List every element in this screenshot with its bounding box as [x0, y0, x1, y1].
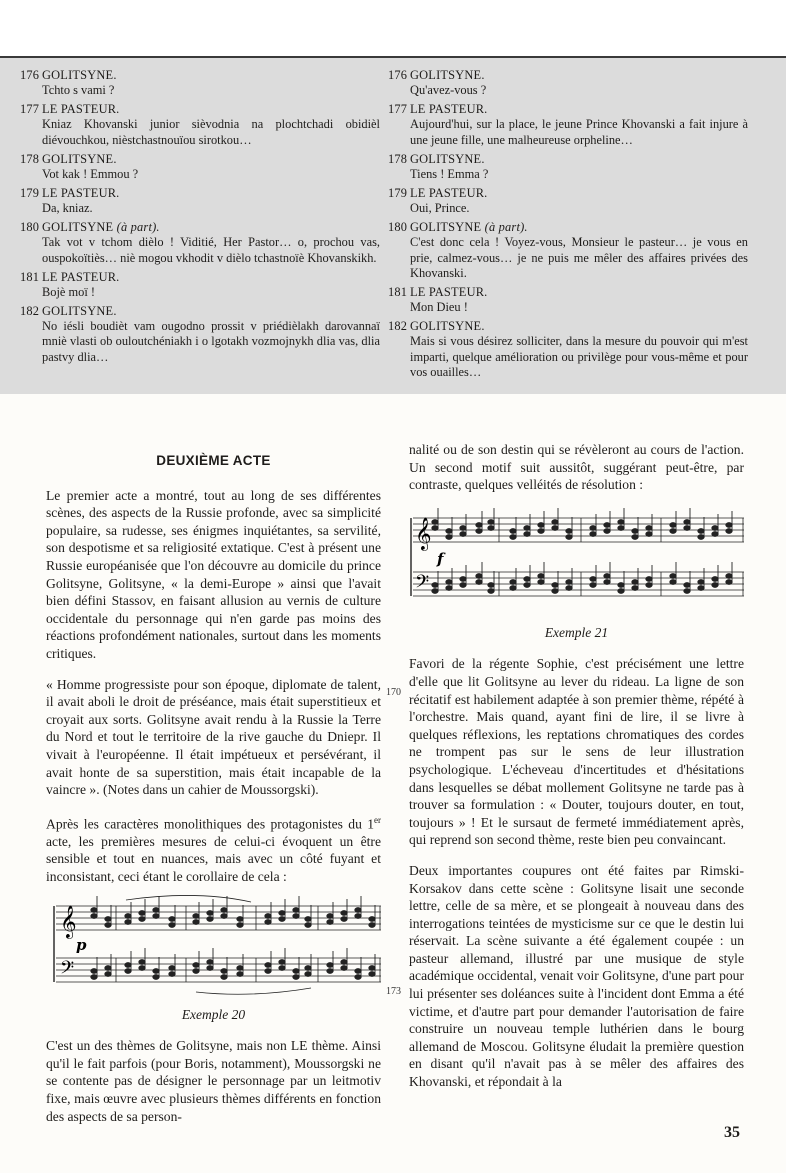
dialogue-text: Vot kak ! Emmou ? — [42, 166, 139, 181]
note-head — [488, 582, 494, 587]
note-head — [670, 528, 676, 533]
note-head — [305, 916, 311, 921]
speaker-name: GOLITSYNE. — [410, 151, 485, 166]
note-head — [91, 913, 97, 918]
line-number: 180 — [388, 220, 408, 235]
note-head — [341, 959, 347, 964]
note-head — [670, 573, 676, 578]
note-head — [460, 525, 466, 530]
libretto-entry — [388, 319, 748, 380]
speaker-name: LE PASTEUR. — [410, 284, 488, 299]
libretto-entry — [20, 102, 380, 148]
note-head — [552, 519, 558, 524]
note-head — [432, 582, 438, 587]
line-number: 177 — [20, 102, 40, 117]
note-head — [369, 971, 375, 976]
note-head — [446, 528, 452, 533]
note-head — [552, 525, 558, 530]
svg-text:𝄢: 𝄢 — [60, 957, 75, 983]
note-head — [590, 582, 596, 587]
line-number: 182 — [388, 319, 408, 334]
libretto-entry — [388, 68, 748, 99]
note-head — [237, 965, 243, 970]
libretto-russian-column — [20, 68, 380, 369]
note-head — [207, 916, 213, 921]
note-head — [524, 576, 530, 581]
note-head — [169, 965, 175, 970]
dialogue-text: Tiens ! Emma ? — [410, 166, 489, 181]
note-head — [524, 582, 530, 587]
margin-reference-173: 173 — [386, 986, 401, 997]
note-head — [432, 588, 438, 593]
example-20-caption: Exemple 20 — [181, 1006, 246, 1022]
note-head — [355, 907, 361, 912]
note-head — [646, 582, 652, 587]
note-head — [327, 913, 333, 918]
note-head — [618, 582, 624, 587]
note-head — [698, 528, 704, 533]
note-head — [153, 913, 159, 918]
note-head — [476, 579, 482, 584]
note-head — [618, 525, 624, 530]
speaker-name: LE PASTEUR. — [410, 185, 488, 200]
note-head — [712, 525, 718, 530]
paragraph-text: acte, les premières mesures de celui-ci évoquent un être sensible et tout en nuances, mais avec un côté fuyant et inconsistant, ceci étant le corollaire de cela : — [46, 833, 381, 884]
line-number: 179 — [20, 185, 40, 200]
line-number: 178 — [20, 151, 40, 166]
speaker-name: GOLITSYNE. — [42, 68, 117, 82]
note-head — [604, 522, 610, 527]
note-head — [646, 576, 652, 581]
paragraph-themes: C'est un des thèmes de Golitsyne, mais non LE thème. Ainsi qu'il le fait parfois (pour Boris, notamment), Moussorgski ne se contente pas de désigner le personnage par un leitmotiv fixe, mais œuvre avec plusieurs thèmes différents en fonction des aspects de sa person- — [46, 1038, 381, 1124]
svg-text:𝄢: 𝄢 — [415, 571, 430, 597]
speaker-line — [388, 186, 748, 201]
note-head — [712, 576, 718, 581]
note-head — [279, 910, 285, 915]
note-head — [618, 519, 624, 524]
note-head — [488, 588, 494, 593]
note-head — [510, 528, 516, 533]
dialogue-text: C'est donc cela ! Voyez-vous, Monsieur le pasteur… je vous en prie, calmez-vous… je ne puis me mêler des affaires privées des Khovanski. — [410, 235, 748, 280]
note-head — [698, 585, 704, 590]
note-head — [125, 962, 131, 967]
paragraph-text: Après les caractères monolithiques des protagonistes du 1 — [46, 816, 374, 832]
note-head — [488, 525, 494, 530]
note-head — [684, 519, 690, 524]
speaker-line — [20, 220, 380, 235]
dialogue-text: Mais si vous désirez solliciter, dans la mesure du pouvoir qui m'est imparti, quelque amélioration ou privilège pour vous-même et pour vos ouailles… — [410, 334, 748, 379]
note-head — [139, 965, 145, 970]
note-head — [105, 916, 111, 921]
speaker-line — [388, 285, 748, 300]
dialogue-text: Kniaz Khovanski junior sièvodnia na plochtchadi obidièl diévouchkou, nièstchastnouïou sirotkou… — [42, 117, 380, 147]
libretto-entry — [20, 152, 380, 183]
paragraph-quote: « Homme progressiste pour son époque, diplomate de talent, il avait aboli le droit de préséance, mais était superstitieux et croyait aux sorts. Golitsyne avait rendu à la Russie la Terre du Nord et tout le territoire de la rive gauche du Dniepr. Il vivait à l'européenne. Il était impétueux et persévérant, il avait honte de sa superstition, mais était incapable de la vaincre ». (Notes dans un cahier de Moussorgski). — [46, 676, 381, 798]
note-head — [646, 531, 652, 536]
note-head — [604, 573, 610, 578]
line-number: 177 — [388, 102, 408, 117]
line-number: 176 — [388, 68, 408, 82]
note-head — [265, 919, 271, 924]
note-head — [670, 579, 676, 584]
note-head — [193, 919, 199, 924]
note-head — [460, 582, 466, 587]
speaker-name: LE PASTEUR. — [410, 102, 488, 117]
speaker-line — [388, 319, 748, 334]
note-head — [538, 573, 544, 578]
note-head — [293, 974, 299, 979]
note-head — [726, 573, 732, 578]
note-head — [670, 522, 676, 527]
speaker-line — [20, 186, 380, 201]
speaker-name: LE PASTEUR. — [42, 269, 120, 284]
note-head — [552, 582, 558, 587]
note-head — [265, 913, 271, 918]
note-head — [566, 585, 572, 590]
libretto-entry — [388, 186, 748, 217]
note-head — [341, 965, 347, 970]
note-head — [221, 968, 227, 973]
note-head — [726, 579, 732, 584]
dialogue-text: No iésli boudièt vam ougodno prossit v priédièlakh darovannaï mniè vlasti ob ouloutchéniakh i o lgotakh vozmojnykh dlia vas, dlia pastvy dlia… — [42, 319, 380, 364]
note-head — [207, 959, 213, 964]
speaker-line — [388, 152, 748, 167]
speaker-name: LE PASTEUR. — [42, 185, 120, 200]
note-head — [684, 525, 690, 530]
note-head — [590, 531, 596, 536]
note-head — [476, 522, 482, 527]
speaker-line — [20, 270, 380, 285]
dialogue-text: Oui, Prince. — [410, 201, 470, 216]
note-head — [341, 910, 347, 915]
dialogue-text: Mon Dieu ! — [410, 300, 468, 315]
margin-reference-170: 170 — [386, 687, 401, 698]
note-head — [125, 913, 131, 918]
libretto-box — [0, 58, 786, 394]
speaker-name: GOLITSYNE — [42, 220, 114, 235]
note-head — [446, 534, 452, 539]
dynamic-marking: p — [76, 935, 87, 954]
libretto-entry — [20, 304, 380, 365]
svg-text:𝄞: 𝄞 — [415, 516, 432, 550]
line-number: 181 — [20, 269, 40, 284]
note-head — [726, 528, 732, 533]
libretto-entry — [388, 220, 748, 281]
note-head — [305, 922, 311, 927]
libretto-french-column — [388, 68, 748, 384]
paragraph-personality: nalité ou de son destin qui se révèleront au cours de l'action. Un second motif suit aussitôt, suggérant peut-être, par contraste, quelques velléités de résolution : — [409, 442, 744, 493]
note-head — [237, 971, 243, 976]
speaker-line — [20, 304, 380, 319]
note-head — [566, 534, 572, 539]
note-head — [327, 968, 333, 973]
note-head — [476, 573, 482, 578]
note-head — [460, 531, 466, 536]
note-head — [207, 965, 213, 970]
speaker-name: GOLITSYNE. — [42, 303, 117, 318]
line-number: 179 — [388, 185, 408, 200]
note-head — [432, 519, 438, 524]
note-head — [476, 528, 482, 533]
note-head — [369, 922, 375, 927]
note-head — [698, 579, 704, 584]
note-head — [153, 907, 159, 912]
note-head — [91, 968, 97, 973]
note-head — [510, 585, 516, 590]
note-head — [105, 965, 111, 970]
page-number: 35 — [724, 1124, 740, 1141]
speaker-line — [20, 102, 380, 117]
stage-direction: (à part). — [481, 220, 528, 235]
note-head — [604, 579, 610, 584]
act-heading: DEUXIÈME ACTE — [156, 453, 271, 468]
superscript: er — [374, 814, 381, 825]
note-head — [510, 534, 516, 539]
note-head — [446, 585, 452, 590]
note-head — [193, 962, 199, 967]
note-head — [341, 916, 347, 921]
note-head — [355, 968, 361, 973]
note-head — [590, 525, 596, 530]
note-head — [604, 528, 610, 533]
note-head — [125, 968, 131, 973]
speaker-name: LE PASTEUR. — [42, 102, 120, 117]
note-head — [446, 579, 452, 584]
note-head — [237, 916, 243, 921]
libretto-entry — [20, 186, 380, 217]
note-head — [632, 585, 638, 590]
dialogue-text: Tak vot v tchom dièlo ! Viditié, Her Pastor… o, prochou vas, ouspokoïtiès… niè mogou vkhodit v dièlo tchastnoïè Khovanskikh. — [42, 235, 380, 265]
note-head — [105, 971, 111, 976]
note-head — [538, 522, 544, 527]
note-head — [552, 588, 558, 593]
note-head — [632, 534, 638, 539]
speaker-name: GOLITSYNE. — [410, 68, 485, 82]
note-head — [590, 576, 596, 581]
top-margin — [0, 0, 786, 58]
note-head — [279, 959, 285, 964]
paragraph-favori: Favori de la régente Sophie, c'est précisément une lettre d'elle que lit Golitsyne au lever du rideau. La ligne de son récitatif est habilement adaptée à son premier thème, répété à l'orchestre. Mais quand, ayant fini de lire, il se livre à quelques réflexions, les reptations chromatiques des cordes ne trompent pas sur le sens de leur illustration psychologique. L'écheveau d'incertitudes et d'hésitations dans lesquelles se débat mollement Golitsyne ne tarde pas à trouver sa formulation : « Douter, toujours douter, en tout, toujours » ! Et le sursaut de fermeté immédiatement après, qui reprend son second thème, reste bien peu convaincant. — [409, 656, 744, 848]
example-21-caption: Exemple 21 — [544, 624, 609, 640]
note-head — [237, 922, 243, 927]
speaker-name: GOLITSYNE. — [410, 319, 485, 334]
note-head — [510, 579, 516, 584]
note-head — [139, 916, 145, 921]
note-head — [91, 907, 97, 912]
dynamic-marking: f — [437, 549, 444, 568]
dialogue-text: Qu'avez-vous ? — [410, 83, 487, 98]
speaker-line — [20, 68, 380, 83]
note-head — [305, 971, 311, 976]
note-head — [91, 974, 97, 979]
note-head — [221, 913, 227, 918]
note-head — [169, 922, 175, 927]
note-head — [153, 974, 159, 979]
libretto-entry — [388, 285, 748, 316]
svg-text:𝄞: 𝄞 — [60, 904, 77, 938]
note-head — [712, 582, 718, 587]
note-head — [193, 913, 199, 918]
note-head — [305, 965, 311, 970]
paragraph-monolithic — [46, 812, 381, 886]
note-head — [293, 907, 299, 912]
speaker-line — [388, 68, 748, 83]
speaker-name: GOLITSYNE — [410, 220, 482, 235]
line-number: 176 — [20, 68, 40, 82]
stage-direction: (à part). — [113, 220, 160, 235]
dialogue-text: Bojè moï ! — [42, 284, 95, 299]
note-head — [139, 910, 145, 915]
note-head — [698, 534, 704, 539]
music-example-20 — [46, 892, 381, 1000]
note-head — [279, 916, 285, 921]
speaker-line — [388, 102, 748, 117]
paragraph-intro: Le premier acte a montré, tout au long de ses différentes scènes, des aspects de la Russie profonde, avec sa simplicité populaire, sa rudesse, ses énigmes inquiétantes, sa servilité, son despotisme et sa religiosité extatique. C'est à présent une Russie européanisée que l'on découvre au domicile du prince Golitsyne, Golitsyne, « la demi-Europe » ainsi que l'avait bien défini Stassov, en faisant allusion au vernis de culture occidentale du personnage qui n'en garde pas moins des réactions profondément nationales, surtout dans les moments critiques. — [46, 487, 381, 661]
note-head — [684, 588, 690, 593]
note-head — [524, 525, 530, 530]
libretto-entry — [388, 102, 748, 148]
note-head — [105, 922, 111, 927]
essay-right-column — [409, 441, 744, 1104]
line-number: 182 — [20, 303, 40, 318]
speaker-name: GOLITSYNE. — [42, 151, 117, 166]
note-head — [460, 576, 466, 581]
note-head — [488, 519, 494, 524]
line-number: 178 — [388, 151, 408, 166]
note-head — [369, 916, 375, 921]
note-head — [538, 579, 544, 584]
essay-left-column — [46, 452, 381, 1138]
note-head — [221, 907, 227, 912]
dialogue-text: Tchto s vami ? — [42, 83, 115, 98]
libretto-entry — [388, 152, 748, 183]
line-number: 180 — [20, 220, 40, 235]
note-head — [221, 974, 227, 979]
note-head — [279, 965, 285, 970]
note-head — [566, 579, 572, 584]
libretto-entry — [20, 220, 380, 266]
libretto-entry — [20, 270, 380, 301]
note-head — [684, 582, 690, 587]
note-head — [125, 919, 131, 924]
note-head — [193, 968, 199, 973]
note-head — [566, 528, 572, 533]
note-head — [265, 968, 271, 973]
note-head — [432, 525, 438, 530]
note-head — [369, 965, 375, 970]
speaker-line — [388, 220, 748, 235]
note-head — [327, 962, 333, 967]
paragraph-coupures: Deux importantes coupures ont été faites par Rimski-Korsakov dans cette scène : Golitsyne lisait une seconde lettre, celle de sa mère, et se plongeait à nouveau dans des interrogations teintées de mysticisme sur ce que le destin lui réservait. La scène suivante a été également coupée : un pasteur allemand, illustré par une musique de style académique occidental, venait voir Golitsyne, d'une part pour lui présenter ses doléances suite à l'incident dont Emma a été victime, et d'autre part pour demander l'autorisation de faire construire un nouveau temple luthérien dans le bourg allemand de Moscou. Golitsyne éludait la première question en disant qu'il n'avait pas à se mêler des affaires des Khovanski, et répondait à la — [409, 862, 744, 1090]
note-head — [169, 916, 175, 921]
note-head — [355, 913, 361, 918]
note-head — [646, 525, 652, 530]
note-head — [327, 919, 333, 924]
note-head — [712, 531, 718, 536]
dialogue-text: Da, kniaz. — [42, 201, 93, 216]
note-head — [153, 968, 159, 973]
note-head — [355, 974, 361, 979]
note-head — [538, 528, 544, 533]
note-head — [632, 579, 638, 584]
libretto-entry — [20, 68, 380, 99]
note-head — [618, 588, 624, 593]
music-example-21 — [409, 500, 744, 618]
note-head — [265, 962, 271, 967]
note-head — [524, 531, 530, 536]
note-head — [632, 528, 638, 533]
note-head — [293, 913, 299, 918]
note-head — [139, 959, 145, 964]
note-head — [293, 968, 299, 973]
note-head — [207, 910, 213, 915]
note-head — [169, 971, 175, 976]
speaker-line — [20, 152, 380, 167]
line-number: 181 — [388, 284, 408, 299]
note-head — [726, 522, 732, 527]
dialogue-text: Aujourd'hui, sur la place, le jeune Prince Khovanski a fait injure à une jeune fille, une malheureuse orpheline… — [410, 117, 748, 147]
